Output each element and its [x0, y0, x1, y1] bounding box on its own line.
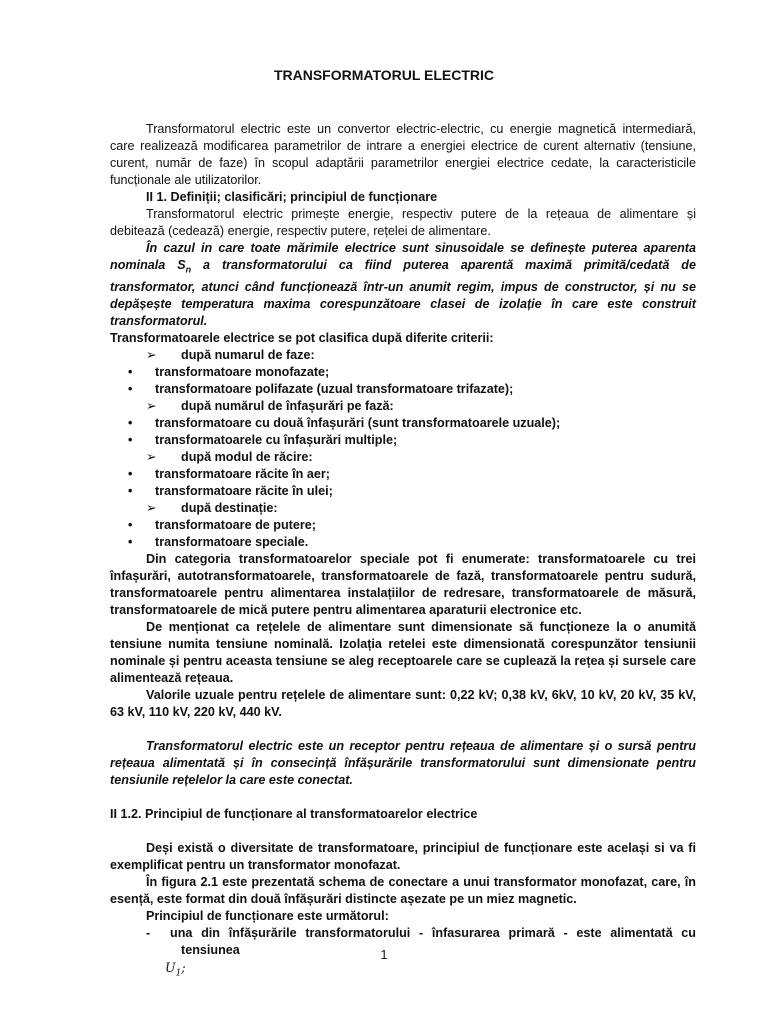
section-heading-principle: II 1.2. Principiul de funcționare al transformatoarelor electrice — [110, 806, 478, 821]
special-transformers-paragraph: Din categoria transformatoarelor speciale pot fi enumerate: transformatoarele cu trei înfașurări, autotransformatoarele, transformatoarele de fază, transformatoarele pentru sudură, transformatoarele pentru alimentarea instalațiilor de redresare, transformatoarele de măsură, transformatoarele de mică putere pentru alimentarea aparaturii electronice etc. — [110, 551, 696, 617]
list-item — [110, 364, 696, 381]
spacer — [110, 789, 696, 806]
list-item — [110, 432, 696, 449]
bullet-icon: • — [128, 381, 133, 396]
list-item-label: transformatoare răcite în ulei; — [155, 483, 333, 498]
list-item — [110, 534, 696, 551]
list-item-label: transformatoare polifazate (uzual transformatoare trifazate); — [155, 381, 514, 396]
list-item-label: transformatoare răcite în aer; — [155, 466, 330, 481]
list-item — [110, 517, 696, 534]
spacer — [110, 721, 696, 738]
arrow-icon: ➢ — [146, 347, 157, 362]
math-suffix: ; — [181, 959, 186, 975]
principle-intro: Principiul de funcționare este următorul: — [146, 908, 389, 923]
figure-paragraph: În figura 2.1 este prezentată schema de conectare a unui transformator monofazat, care, în esență, este format din două înfășurări distincte așezate pe un miez magnetic. — [110, 874, 696, 906]
definition-paragraph: Transformatorul electric primește energie, respectiv putere de la rețeaua de alimentare și debitează (cedează) energie, respectiv putere, rețelei de alimentare. — [110, 207, 696, 238]
list-item — [110, 483, 696, 500]
page-title: TRANSFORMATORUL ELECTRIC — [273, 67, 495, 83]
list-item — [110, 381, 696, 398]
math-subscript: 1 — [175, 968, 182, 979]
arrow-icon: ➢ — [146, 449, 157, 464]
bullet-icon: • — [128, 415, 133, 430]
dash-item-text: una din înfășurările transformatorului - înfasurarea primară - este alimentată cu tensiunea — [170, 925, 696, 957]
arrow-icon: ➢ — [146, 500, 157, 515]
list-item-label: transformatoare de putere; — [155, 517, 316, 532]
criterion-item — [110, 449, 696, 466]
document-body — [110, 121, 696, 982]
bullet-icon: • — [128, 364, 133, 379]
classification-list — [110, 347, 696, 551]
classification-intro: Transformatoarele electrice se pot clasifica după diferite criterii: — [110, 330, 494, 345]
criterion-label: după numarul de faze: — [181, 347, 315, 362]
criterion-label: după destinație: — [181, 500, 278, 515]
list-item — [110, 466, 696, 483]
criterion-item — [110, 500, 696, 517]
apparent-power-text-a: În cazul in care toate mărimile electrice sunt sinusoidale se definește puterea aparenta nominala S — [110, 241, 696, 272]
bullet-icon: • — [128, 432, 133, 447]
diversity-paragraph: Deși există o diversitate de transformatoare, principiul de funcționare este același si va fi exemplificat pentru un transformator monofazat. — [110, 840, 696, 872]
list-item-label: transformatoare speciale. — [155, 534, 309, 549]
section-heading-definitions: II 1. Definiții; clasificări; principiul de funcționare — [146, 190, 438, 204]
spacer — [110, 823, 696, 840]
apparent-power-paragraph — [110, 240, 696, 330]
arrow-icon: ➢ — [146, 398, 157, 413]
networks-paragraph: De menționat ca rețelele de alimentare sunt dimensionate să funcționeze la o anumită tensiune numita tensiune nominală. Izolația retelei este dimensionată corespunzător tensiunii nominale și pentru aceasta tensiune se aleg receptoarele care se cuplează la rețea și sursele care alimentează rețeaua. — [110, 619, 696, 685]
math-symbol: U — [165, 959, 176, 975]
criterion-label: după modul de răcire: — [181, 449, 313, 464]
bullet-icon: • — [128, 534, 133, 549]
page-number: 1 — [380, 948, 388, 962]
criterion-item — [110, 347, 696, 364]
bullet-icon: • — [128, 483, 133, 498]
list-item-label: transformatoarele cu înfașurări multiple; — [155, 432, 398, 447]
list-item — [110, 415, 696, 432]
bullet-icon: • — [128, 466, 133, 481]
bullet-icon: • — [128, 517, 133, 532]
criterion-item — [110, 398, 696, 415]
intro-paragraph: Transformatorul electric este un convertor electric-electric, cu energie magnetică intermediară, care realizează modificarea parametrilor de intrare a energiei electrice de curent alternativ (tensiune, curent, număr de faze) în scopul adaptării parametrilor energiei electrice cedate, la caracteristicile funcționale ale utilizatorilor. — [110, 122, 696, 187]
receptor-paragraph: Transformatorul electric este un receptor pentru rețeaua de alimentare și o sursă pentru rețeaua alimentată și în consecință înfășurările transformatorului sunt dimensionate pentru tensiunile rețelelor la care este conectat. — [110, 738, 696, 787]
list-item-label: transformatoare monofazate; — [155, 364, 330, 379]
apparent-power-text-b: a transformatorului ca fiind puterea aparentă maximă primită/cedată de transformator, atunci când funcționează într-un anumit regim, impus de constructor, și nu se depășește temperatura maxima corespunzătoare clasei de izolație în care este construit transformatorul. — [110, 258, 696, 328]
voltage-values-paragraph: Valorile uzuale pentru rețelele de alimentare sunt: 0,22 kV; 0,38 kV, 6kV, 10 kV, 20 kV, 35 kV, 63 kV, 110 kV, 220 kV, 440 kV. — [110, 687, 696, 719]
criterion-label: după numărul de înfașurări pe fază: — [181, 398, 394, 413]
list-item-label: transformatoare cu două înfașurări (sunt transformatoarele uzuale); — [155, 415, 561, 430]
dash-icon: - — [146, 925, 151, 940]
apparent-power-subscript: n — [185, 264, 192, 275]
